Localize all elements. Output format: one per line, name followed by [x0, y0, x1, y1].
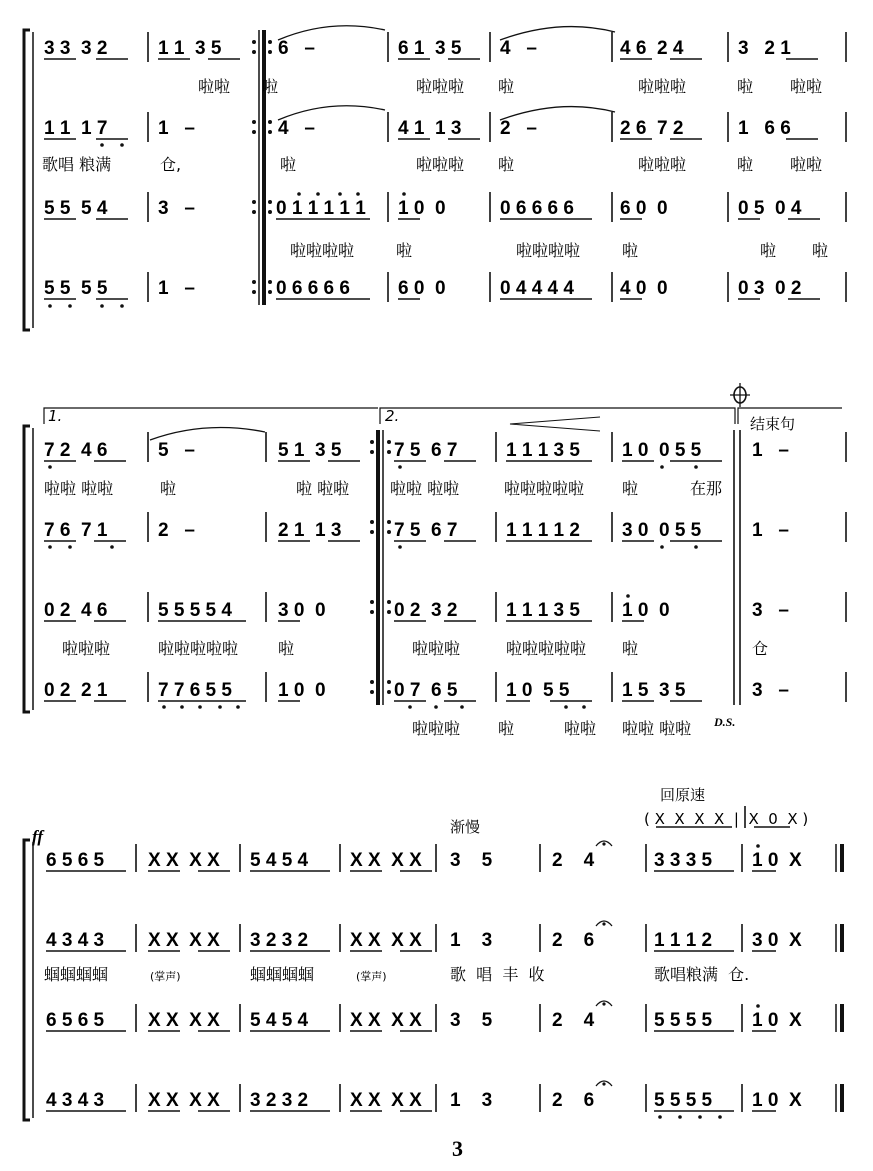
measure: 7 6 7 1	[44, 520, 108, 541]
measure: 7 7 6 5 5	[158, 680, 232, 701]
lyric: 啦啦	[198, 77, 231, 96]
notes-row	[46, 930, 802, 951]
lyric: 啦	[278, 639, 295, 658]
lyric: 啦	[812, 241, 829, 260]
system-bracket	[24, 30, 30, 330]
measure: 1 0 0 5 5	[622, 440, 702, 461]
measure: 0 6 6 6 6	[500, 198, 574, 219]
notes-row	[44, 38, 791, 59]
measure: 5 –	[158, 440, 195, 461]
measure: 3 2 1	[738, 38, 791, 59]
system-2	[24, 383, 846, 738]
measure: 0 2 2 1	[44, 680, 108, 701]
measure: X X X X	[148, 1010, 220, 1031]
measure: 5 4 5 4	[250, 850, 309, 871]
lyric: 啦啦啦	[638, 77, 687, 96]
final-barline	[836, 844, 842, 1112]
lyric: (掌声)	[150, 970, 181, 983]
measure: 1 0 0	[278, 680, 326, 701]
volta-brackets	[44, 408, 842, 424]
tempo-return: 回原速	[660, 786, 706, 804]
lyric: 啦	[498, 719, 515, 738]
measure: 5 5 5 5	[654, 1010, 713, 1031]
dal-segno-mark: D.S.	[714, 715, 736, 729]
lyrics-row	[412, 719, 691, 738]
measure: 1 1 1 3 5	[506, 440, 580, 461]
notes-row	[44, 600, 789, 621]
clap-pattern: ( X X X X | X 0 X )	[644, 810, 809, 828]
lyric: 啦	[498, 155, 515, 174]
lyric: 歌唱 粮满	[42, 155, 112, 174]
measure: 2 6	[552, 930, 595, 951]
measure: 3 –	[752, 600, 789, 621]
notes-row	[44, 278, 801, 299]
measure: 1 1 1 3 5	[506, 600, 580, 621]
barlines	[148, 430, 846, 705]
lyric: 仓,	[160, 155, 182, 174]
measure: 4 1 1 3	[398, 118, 462, 139]
lyric: 啦 啦啦	[296, 479, 350, 498]
repeat-sign	[370, 430, 391, 705]
lyric: 啦啦 啦啦	[390, 479, 460, 498]
octave-dots	[48, 465, 698, 709]
measure: 4 3 4 3	[46, 930, 105, 951]
measure: 7 2 4 6	[44, 440, 108, 461]
lyrics-row	[290, 241, 828, 260]
measure: 4 –	[278, 118, 315, 139]
fermata-icon	[596, 841, 612, 1086]
lyric: 啦	[737, 77, 754, 96]
measure: 1 –	[158, 278, 195, 299]
measure: 0 6 6 6 6	[276, 278, 350, 299]
measure: 6 1 3 5	[398, 38, 462, 59]
lyric: 啦啦啦啦啦	[158, 639, 239, 658]
lyric: 啦	[622, 241, 639, 260]
lyric: 啦啦	[790, 155, 823, 174]
measure: 7 5 6 7	[394, 520, 458, 541]
volta-1-label: 1.	[48, 407, 63, 425]
measure: 1 –	[752, 440, 789, 461]
measure: 7 5 6 7	[394, 440, 458, 461]
system-bracket	[24, 840, 30, 1120]
measure: 2 –	[500, 118, 537, 139]
lyric: 啦啦 啦啦	[44, 479, 114, 498]
lyric: 啦啦 啦啦	[622, 719, 692, 738]
lyric: 歌唱粮满 仓.	[654, 965, 750, 984]
lyric: 啦	[622, 479, 639, 498]
measure: 2 4	[552, 1010, 595, 1031]
measure: 0 4 4 4 4	[500, 278, 574, 299]
coda-label: 结束句	[750, 415, 796, 433]
measure: 6 0 0	[398, 278, 446, 299]
measure: 1 1 3 5	[158, 38, 222, 59]
measure: 0 1 1 1 1 1	[276, 198, 366, 219]
measure: 1 5 3 5	[622, 680, 686, 701]
notes-row	[44, 520, 789, 541]
slur	[150, 428, 265, 441]
measure: 2 1 1 3	[278, 520, 342, 541]
volta-2-label: 2.	[385, 407, 400, 425]
measure: 6 5 6 5	[46, 850, 105, 871]
measure: 3 5	[450, 850, 493, 871]
measure: 5 5 5 5	[44, 278, 108, 299]
measure: 1 3	[450, 930, 493, 951]
measure: 4 –	[500, 38, 537, 59]
lyric: 在那	[690, 479, 723, 498]
measure: 0 5 0 4	[738, 198, 802, 219]
notes-row	[44, 440, 789, 461]
lyrics-row	[42, 155, 822, 174]
page-number: 3	[452, 1136, 463, 1161]
lyric: 啦啦啦啦啦	[504, 479, 585, 498]
coda-icon	[730, 383, 750, 407]
measure: 2 –	[158, 520, 195, 541]
measure: X X X X	[148, 1090, 220, 1111]
measure: 4 6 2 4	[620, 38, 684, 59]
measure: X X X X	[350, 850, 422, 871]
measure: 1 1 1 1 2	[506, 520, 580, 541]
measure: 0 7 6 5	[394, 680, 458, 701]
system-bracket	[24, 426, 30, 712]
lyric: 啦	[160, 479, 177, 498]
measure: 2 4	[552, 850, 595, 871]
notes-row	[46, 1010, 802, 1031]
lyrics-row	[198, 77, 822, 96]
lyrics-row	[62, 639, 768, 658]
repeat-sign	[252, 30, 272, 305]
measure: 5 5 5 5 4	[158, 600, 232, 621]
measure: X X X X	[148, 850, 220, 871]
measure: 3 0 X	[752, 930, 802, 951]
lyric: 啦啦啦	[412, 719, 461, 738]
lyric: 啦	[622, 639, 639, 658]
lyric: 歌 唱 丰 收	[450, 965, 545, 984]
measure: 4 3 4 3	[46, 1090, 105, 1111]
measure: 0 2 3 2	[394, 600, 458, 621]
lyric: 啦啦啦啦啦	[506, 639, 587, 658]
lyric: 啦啦啦	[416, 155, 465, 174]
measure: 1 0 5 5	[506, 680, 570, 701]
measure: 1 –	[752, 520, 789, 541]
lyric: 啦	[262, 77, 279, 96]
measure: 1 –	[158, 118, 195, 139]
lyric: 啦啦啦啦	[290, 241, 355, 260]
lyric: 啦啦啦	[416, 77, 465, 96]
lyric: 啦啦啦啦	[516, 241, 581, 260]
lyrics-row	[44, 965, 749, 984]
lyric: 啦	[498, 77, 515, 96]
measure: 1 0 X	[752, 1010, 802, 1031]
measure: 3 –	[158, 198, 195, 219]
lyric: 蝈蝈蝈蝈	[44, 965, 109, 984]
measure: 3 3 3 5	[654, 850, 713, 871]
notes-row	[44, 118, 791, 139]
measure: 3 5	[450, 1010, 493, 1031]
measure: 6 –	[278, 38, 315, 59]
notes-row	[46, 1090, 802, 1111]
measure: X X X X	[350, 1090, 422, 1111]
dynamic-ff: ff	[32, 827, 44, 846]
notes-row	[46, 850, 802, 871]
measure: 6 0 0	[620, 198, 668, 219]
lyric: 啦	[280, 155, 297, 174]
system-3	[24, 786, 842, 1120]
measure: 3 –	[752, 680, 789, 701]
measure: X X X X	[148, 930, 220, 951]
measure: 5 5 5 5	[654, 1090, 713, 1111]
lyric: 啦啦啦	[412, 639, 461, 658]
hairpin	[510, 417, 600, 431]
lyric: 啦啦	[564, 719, 597, 738]
measure: 4 0 0	[620, 278, 668, 299]
measure: 3 2 3 2	[250, 930, 309, 951]
measure: 5 1 3 5	[278, 440, 342, 461]
tempo-slow: 渐慢	[450, 818, 481, 836]
lyric: 啦	[396, 241, 413, 260]
notes-row	[44, 680, 789, 701]
measure: 2 6	[552, 1090, 595, 1111]
measure: 1 1 1 7	[44, 118, 108, 139]
measure: 2 6 7 2	[620, 118, 684, 139]
notes-row	[44, 198, 802, 219]
measure: 1 0 0	[622, 600, 670, 621]
lyric: 仓	[752, 639, 769, 658]
measure: X X X X	[350, 930, 422, 951]
measure: X X X X	[350, 1010, 422, 1031]
measure: 1 1 1 2	[654, 930, 713, 951]
lyric: 啦	[737, 155, 754, 174]
lyric: 啦啦啦	[638, 155, 687, 174]
measure: 3 3 3 2	[44, 38, 108, 59]
measure: 5 5 5 4	[44, 198, 108, 219]
measure: 3 0 0 5 5	[622, 520, 702, 541]
lyric: 啦啦	[790, 77, 823, 96]
lyric: 啦啦啦	[62, 639, 111, 658]
measure: 1 3	[450, 1090, 493, 1111]
measure: 0 2 4 6	[44, 600, 108, 621]
measure: 1 6 6	[738, 118, 791, 139]
measure: 1 0 X	[752, 850, 802, 871]
measure: 3 2 3 2	[250, 1090, 309, 1111]
measure: 3 0 0	[278, 600, 326, 621]
system-1	[24, 26, 846, 330]
measure: 1 0 0	[398, 198, 446, 219]
measure: 0 3 0 2	[738, 278, 802, 299]
lyric: 蝈蝈蝈蝈	[250, 965, 315, 984]
lyric: (掌声)	[356, 970, 387, 983]
measure: 5 4 5 4	[250, 1010, 309, 1031]
measure: 1 0 X	[752, 1090, 802, 1111]
measure: 6 5 6 5	[46, 1010, 105, 1031]
lyric: 啦	[760, 241, 777, 260]
